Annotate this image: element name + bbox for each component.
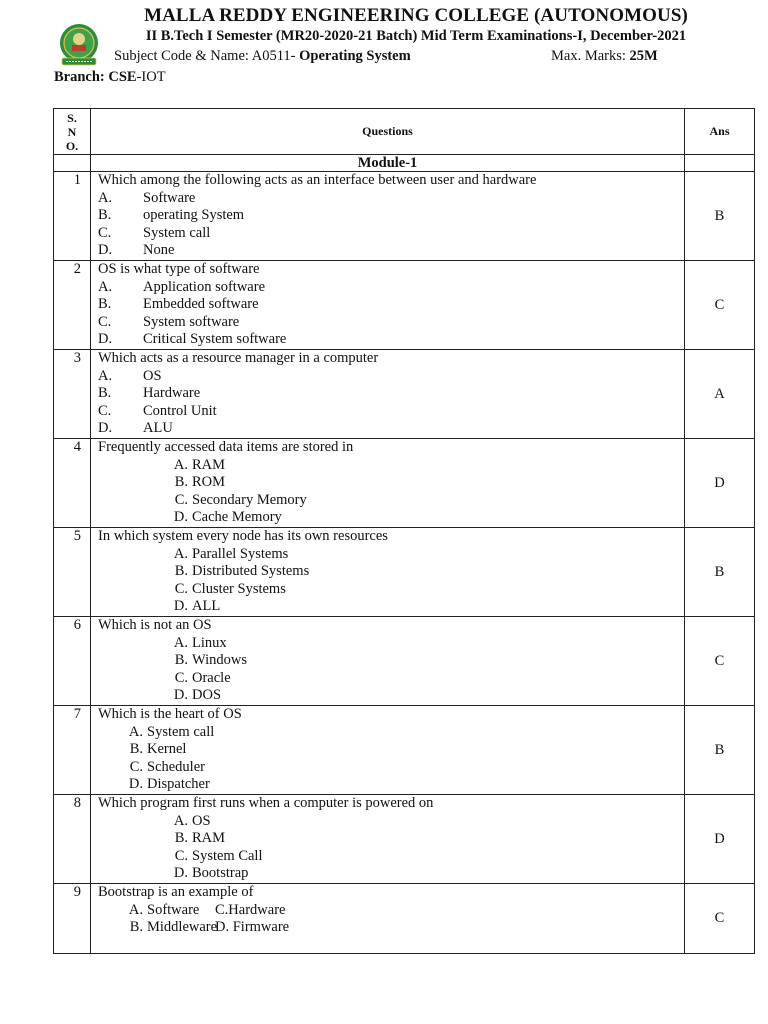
option-letter: A.: [98, 189, 113, 206]
question-number: 2: [54, 261, 91, 350]
option-line: [98, 296, 684, 314]
option-letter: C.: [98, 313, 112, 330]
option-line: [98, 474, 684, 492]
option-line: [98, 776, 684, 794]
question-cell: [91, 884, 685, 954]
question-text: Frequently accessed data items are stored in: [98, 439, 354, 455]
option-line: [98, 848, 684, 866]
max-marks: [551, 48, 658, 65]
option-letter: D.: [215, 919, 230, 935]
option-line: [98, 598, 684, 616]
question-cell: [91, 706, 685, 795]
question-text: Which is the heart of OS: [98, 706, 242, 722]
header-questions: Questions: [91, 109, 685, 155]
option-line: [98, 368, 684, 386]
option-letter: C.: [174, 847, 188, 864]
question-text: Bootstrap is an example of: [98, 884, 254, 900]
option-line: [98, 670, 684, 688]
option-line: [98, 492, 684, 510]
option-letter: C.: [174, 580, 188, 597]
option-text: Dispatcher: [147, 776, 210, 792]
question-number: 6: [54, 617, 91, 706]
option-text: Middleware: [147, 919, 218, 935]
option-line: [98, 331, 684, 349]
option-text: OS: [192, 812, 211, 829]
option-line: [98, 225, 684, 243]
option-letter: A.: [128, 901, 143, 918]
question-text: Which program first runs when a computer is powered on: [98, 795, 434, 811]
question-cell: [91, 795, 685, 884]
option-line: [98, 687, 684, 705]
table-row: [54, 172, 755, 261]
option-text: ALL: [192, 598, 221, 614]
question-text: Which acts as a resource manager in a computer: [98, 350, 379, 366]
question-text: Which among the following acts as an interface between user and hardware: [98, 172, 537, 188]
answer-cell: B: [685, 172, 755, 261]
option-text: Parallel Systems: [192, 545, 289, 562]
option-letter: D.: [173, 865, 188, 881]
table-row: [54, 350, 755, 439]
option-text: Distributed Systems: [192, 563, 310, 579]
option-text: operating System: [143, 207, 245, 223]
answer-cell: B: [685, 706, 755, 795]
option-letter: D.: [98, 242, 113, 258]
option-text: Embedded software: [143, 296, 259, 312]
question-number: 8: [54, 795, 91, 884]
option-line: [98, 314, 684, 332]
question-number: 1: [54, 172, 91, 261]
header-sno-line: S.: [67, 110, 77, 125]
option-text: Secondary Memory: [192, 491, 307, 508]
option-line: [98, 563, 684, 581]
marks-label: Max. Marks:: [551, 48, 626, 64]
question-table: [53, 108, 755, 954]
college-name: MALLA REDDY ENGINEERING COLLEGE (AUTONOMOUS): [144, 5, 688, 26]
question-text: In which system every node has its own resources: [98, 528, 388, 544]
answer-cell: C: [685, 884, 755, 954]
option-line: [98, 385, 684, 403]
option-text: Oracle: [192, 669, 231, 686]
branch-label: Branch:: [54, 69, 105, 85]
option-text: ROM: [192, 474, 226, 490]
branch-code: CSE: [108, 69, 137, 85]
option-line: [98, 581, 684, 599]
option-text: Cluster Systems: [192, 580, 286, 597]
table-row: [54, 706, 755, 795]
table-row: [54, 795, 755, 884]
question-number: 5: [54, 528, 91, 617]
option-letter: C.: [98, 224, 112, 241]
option-text: Bootstrap: [192, 865, 249, 881]
subject-name: Operating System: [299, 48, 411, 64]
question-cell: [91, 528, 685, 617]
option-letter: A.: [173, 456, 188, 473]
option-text: Software: [147, 901, 200, 918]
question-number: 9: [54, 884, 91, 954]
option-text: System software: [143, 313, 240, 330]
option-letter: D.: [98, 331, 113, 347]
question-cell: [91, 172, 685, 261]
option-line: [98, 919, 684, 937]
option-letter: D.: [173, 598, 188, 614]
option-line: [98, 741, 684, 759]
option-line: [98, 865, 684, 883]
option-letter: A.: [128, 723, 143, 740]
option-letter: B.: [98, 385, 112, 401]
subject-label: Subject Code & Name: A0511-: [114, 48, 296, 64]
option-letter: B.: [129, 741, 143, 757]
option-letter: B.: [98, 296, 112, 312]
option-text: Application software: [143, 278, 266, 295]
option-text: DOS: [192, 687, 222, 703]
option-letter: B.: [98, 207, 112, 223]
college-logo: [56, 22, 102, 68]
option-text: Firmware: [232, 919, 290, 935]
table-row: [54, 617, 755, 706]
option-letter: C.: [174, 491, 188, 508]
option-text: RAM: [192, 830, 226, 846]
option-letter: C.: [129, 758, 143, 775]
question-cell: [91, 439, 685, 528]
option-text: RAM: [192, 456, 226, 473]
option-line: [98, 635, 684, 653]
option-letter: B.: [129, 919, 143, 935]
table-header-row: [54, 109, 755, 155]
option-line: [98, 902, 684, 920]
question-cell: [91, 261, 685, 350]
option-line: [98, 546, 684, 564]
answer-cell: D: [685, 795, 755, 884]
module-row: [54, 155, 755, 172]
option-text: Windows: [192, 652, 247, 668]
option-line: [98, 509, 684, 527]
option-text: System Call: [192, 847, 263, 864]
option-text: Control Unit: [143, 402, 217, 419]
module-row-spacer: [685, 155, 755, 172]
branch-line: [54, 69, 166, 86]
question-text: OS is what type of software: [98, 261, 260, 277]
option-text: ALU: [143, 420, 173, 436]
option-line: [98, 207, 684, 225]
option-text: System call: [147, 723, 215, 740]
branch-suffix: -IOT: [136, 69, 166, 85]
table-row: [54, 439, 755, 528]
option-text: Critical System software: [143, 331, 287, 347]
exam-title: II B.Tech I Semester (MR20-2020-21 Batch) Mid Term Examinations-I, December-2021: [145, 28, 687, 44]
option-letter: A.: [173, 812, 188, 829]
header-sno: [54, 109, 91, 155]
option-letter: A.: [98, 278, 113, 295]
option-text: Hardware: [143, 385, 201, 401]
option-text: Kernel: [147, 741, 187, 757]
option-text: OS: [143, 367, 162, 384]
option-line: [98, 813, 684, 831]
question-cell: [91, 350, 685, 439]
table-row: [54, 261, 755, 350]
option-line: [98, 830, 684, 848]
question-number: 7: [54, 706, 91, 795]
option-letter: B.: [174, 830, 188, 846]
question-number: 3: [54, 350, 91, 439]
question-cell: [91, 617, 685, 706]
option-line: [98, 420, 684, 438]
option-letter: C.: [98, 402, 112, 419]
header-ans: Ans: [685, 109, 755, 155]
option-letter: D.: [173, 687, 188, 703]
option-line: [98, 242, 684, 260]
option-line: [98, 279, 684, 297]
option-letter: B.: [174, 563, 188, 579]
option-line: [98, 403, 684, 421]
module-title: Module-1: [91, 155, 685, 172]
option-line: [98, 190, 684, 208]
answer-cell: B: [685, 528, 755, 617]
option-text: Linux: [192, 634, 227, 651]
table-row: [54, 528, 755, 617]
table-row: [54, 884, 755, 954]
option-letter: B.: [174, 652, 188, 668]
module-row-spacer: [54, 155, 91, 172]
option-text: Cache Memory: [192, 509, 282, 525]
option-line: [98, 724, 684, 742]
option-letter: A.: [98, 367, 113, 384]
subject-line: [114, 48, 411, 65]
question-number: 4: [54, 439, 91, 528]
option-text: System call: [143, 224, 211, 241]
option-letter: A.: [173, 634, 188, 651]
option-text: None: [143, 242, 175, 258]
option-letter: C.: [174, 669, 188, 686]
option-line: [98, 759, 684, 777]
marks-value: 25M: [629, 48, 658, 64]
answer-cell: C: [685, 261, 755, 350]
question-text: Which is not an OS: [98, 617, 212, 633]
option-letter: C.: [215, 901, 229, 918]
option-line: [98, 652, 684, 670]
option-letter: D.: [98, 420, 113, 436]
answer-cell: C: [685, 617, 755, 706]
answer-cell: A: [685, 350, 755, 439]
option-letter: D.: [173, 509, 188, 525]
option-line: [98, 457, 684, 475]
option-text: Scheduler: [147, 758, 205, 775]
option-letter: D.: [128, 776, 143, 792]
option-letter: A.: [173, 545, 188, 562]
option-text: Software: [143, 189, 196, 206]
option-letter: B.: [174, 474, 188, 490]
header-sno-line: O.: [65, 138, 79, 153]
option-text: Hardware: [228, 901, 286, 918]
answer-cell: D: [685, 439, 755, 528]
question-rows: [54, 172, 755, 954]
header-sno-line: N: [67, 124, 77, 139]
